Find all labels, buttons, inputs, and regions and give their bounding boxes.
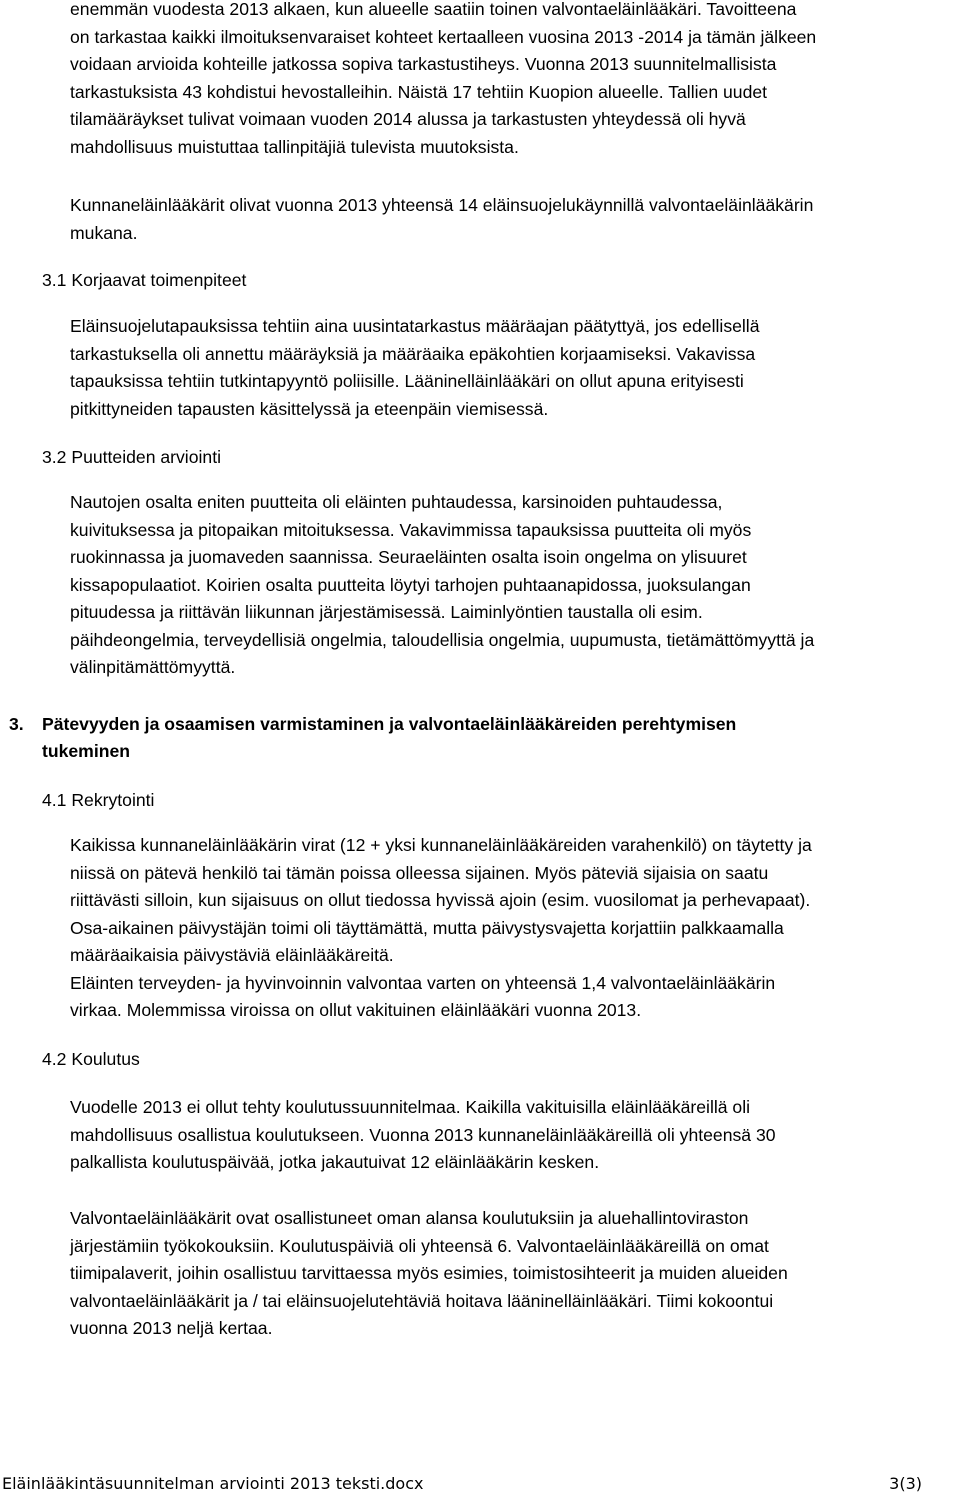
- section-title-line: tukeminen: [42, 741, 130, 761]
- text-line: Eläinsuojelutapauksissa tehtiin aina uusintatarkastus määräajan päätyttyä, jos edellisellä: [70, 316, 760, 336]
- section-title-line: Pätevyyden ja osaamisen varmistaminen ja valvontaeläinlääkäreiden perehtymisen: [42, 714, 737, 734]
- footer-filename: Eläinlääkintäsuunnitelman arviointi 2013 teksti.docx: [2, 1474, 424, 1493]
- text-line: riittävästi silloin, kun sijaisuus on ollut tiedossa hyvissä ajoin (esim. vuosilomat ja perhevapaat).: [70, 890, 811, 910]
- intro-paragraph: [70, 0, 956, 161]
- text-line: kissapopulaatiot. Koirien osalta puutteita löytyi tarhojen puhtaanapidossa, juoksulangan: [70, 574, 751, 595]
- page-footer: [0, 1472, 960, 1496]
- text-line: Osa-aikainen päivystäjän toimi oli täyttämättä, mutta päivystysvajetta korjattiin palkkaamalla: [70, 917, 784, 938]
- text-line: tilamääräykset tulivat voimaan vuoden 2014 alussa ja tarkastusten yhteydessä oli hyvä: [70, 109, 746, 129]
- text-line: palkallista koulutuspäivää, jotka jakautuivat 12 eläinlääkärin kesken.: [70, 1152, 600, 1172]
- text-line: Kunnaneläinlääkärit olivat vuonna 2013 yhteensä 14 eläinsuojelukäynnillä valvontaeläinlääkärin: [70, 195, 814, 215]
- text-line: Valvontaeläinlääkärit ovat osallistuneet oman alansa koulutuksiin ja aluehallintoviraston: [70, 1208, 749, 1228]
- text-line: ruokinnassa ja juomaveden saannissa. Seuraeläinten osalta isoin ongelma on ylisuuret: [70, 547, 747, 567]
- text-line: Nautojen osalta eniten puutteita oli eläinten puhtaudessa, karsinoiden puhtaudessa,: [70, 492, 723, 512]
- text-line: päihdeongelmia, terveydellisiä ongelmia, taloudellisia ongelmia, uupumusta, tietämättömyyttä ja: [70, 629, 815, 650]
- text-line: järjestämiin työkokouksiin. Koulutuspäiviä oli yhteensä 6. Valvontaeläinlääkäreillä on omat: [70, 1235, 769, 1256]
- text-line: mahdollisuus osallistua koulutukseen. Vuonna 2013 kunnaneläinlääkäreillä oli yhteensä 30: [70, 1124, 776, 1145]
- text-line: tiimipalaverit, joihin osallistuu tarvittaessa myös esimies, toimistosihteerit ja muiden alueiden: [70, 1263, 788, 1283]
- text-line: mukana.: [70, 222, 138, 243]
- section-3-2-paragraph: [70, 489, 956, 682]
- kunnan-paragraph: [70, 192, 956, 247]
- section-4-2-heading: 4.2 Koulutus: [42, 1049, 140, 1069]
- section-3-heading: [9, 711, 949, 765]
- section-4-1-paragraph: [70, 832, 956, 1025]
- text-line: virkaa. Molemmissa viroissa on ollut vakituinen eläinlääkäri vuonna 2013.: [70, 1000, 642, 1020]
- text-line: enemmän vuodesta 2013 alkaen, kun alueelle saatiin toinen valvontaeläinlääkäri. Tavoitteena: [70, 0, 797, 19]
- text-line: määräaikaisia päivystäviä eläinlääkäreitä.: [70, 945, 394, 965]
- text-line: Kaikissa kunnaneläinlääkärin virat (12 + yksi kunnaneläinlääkäreiden varahenkilö) on täytetty ja: [70, 835, 812, 855]
- page-number: 3(3): [889, 1474, 922, 1493]
- text-line: valvontaeläinlääkärit ja / tai eläinsuojelutehtäviä hoitava lääninelläinlääkäri. Tiimi kokoontui: [70, 1290, 774, 1311]
- text-line: tarkastuksella oli annettu määräyksiä ja määräaika epäkohtien korjaamiseksi. Vakavissa: [70, 343, 756, 364]
- section-number: 3.: [9, 714, 24, 734]
- text-line: Eläinten terveyden- ja hyvinvoinnin valvontaa varten on yhteensä 1,4 valvontaeläinlääkärin: [70, 972, 776, 993]
- section-4-1-heading: 4.1 Rekrytointi: [42, 790, 155, 810]
- text-line: mahdollisuus muistuttaa tallinpitäjiä tulevista muutoksista.: [70, 136, 519, 157]
- text-line: kuivituksessa ja pitopaikan mitoituksessa. Vakavimmissa tapauksissa puutteita oli myös: [70, 519, 752, 540]
- text-line: tapauksissa tehtiin tutkintapyyntö poliisille. Lääninelläinlääkäri on ollut apuna erityisesti: [70, 371, 744, 391]
- section-3-1-heading: 3.1 Korjaavat toimenpiteet: [42, 270, 247, 290]
- text-line: niissä on pätevä henkilö tai tämän poissa olleessa sijainen. Myös päteviä sijaisia on saatu: [70, 862, 769, 883]
- text-line: tarkastuksista 43 kohdistui hevostalleihin. Näistä 17 tehtiin Kuopion alueelle. Tallien uudet: [70, 81, 768, 102]
- section-4-2-paragraph-2: [70, 1205, 956, 1343]
- text-line: välinpitämättömyyttä.: [70, 657, 236, 677]
- section-4-2-paragraph-1: [70, 1094, 956, 1177]
- text-line: pitkittyneiden tapausten käsittelyssä ja eteenpäin viemisessä.: [70, 398, 549, 419]
- section-3-2-heading: 3.2 Puutteiden arviointi: [42, 447, 221, 467]
- text-line: voidaan arvioida kohteille jatkossa sopiva tarkastustiheys. Vuonna 2013 suunnitelmallisista: [70, 54, 777, 74]
- section-3-1-paragraph: [70, 313, 956, 423]
- text-line: on tarkastaa kaikki ilmoituksenvaraiset kohteet kertaalleen vuosina 2013 -2014 ja tämän jälkeen: [70, 26, 817, 47]
- text-line: vuonna 2013 neljä kertaa.: [70, 1318, 273, 1338]
- text-line: pituudessa ja riittävän liikunnan järjestämisessä. Laiminlyöntien taustalla oli esim.: [70, 602, 703, 622]
- text-line: Vuodelle 2013 ei ollut tehty koulutussuunnitelmaa. Kaikilla vakituisilla eläinlääkäreillä oli: [70, 1097, 751, 1117]
